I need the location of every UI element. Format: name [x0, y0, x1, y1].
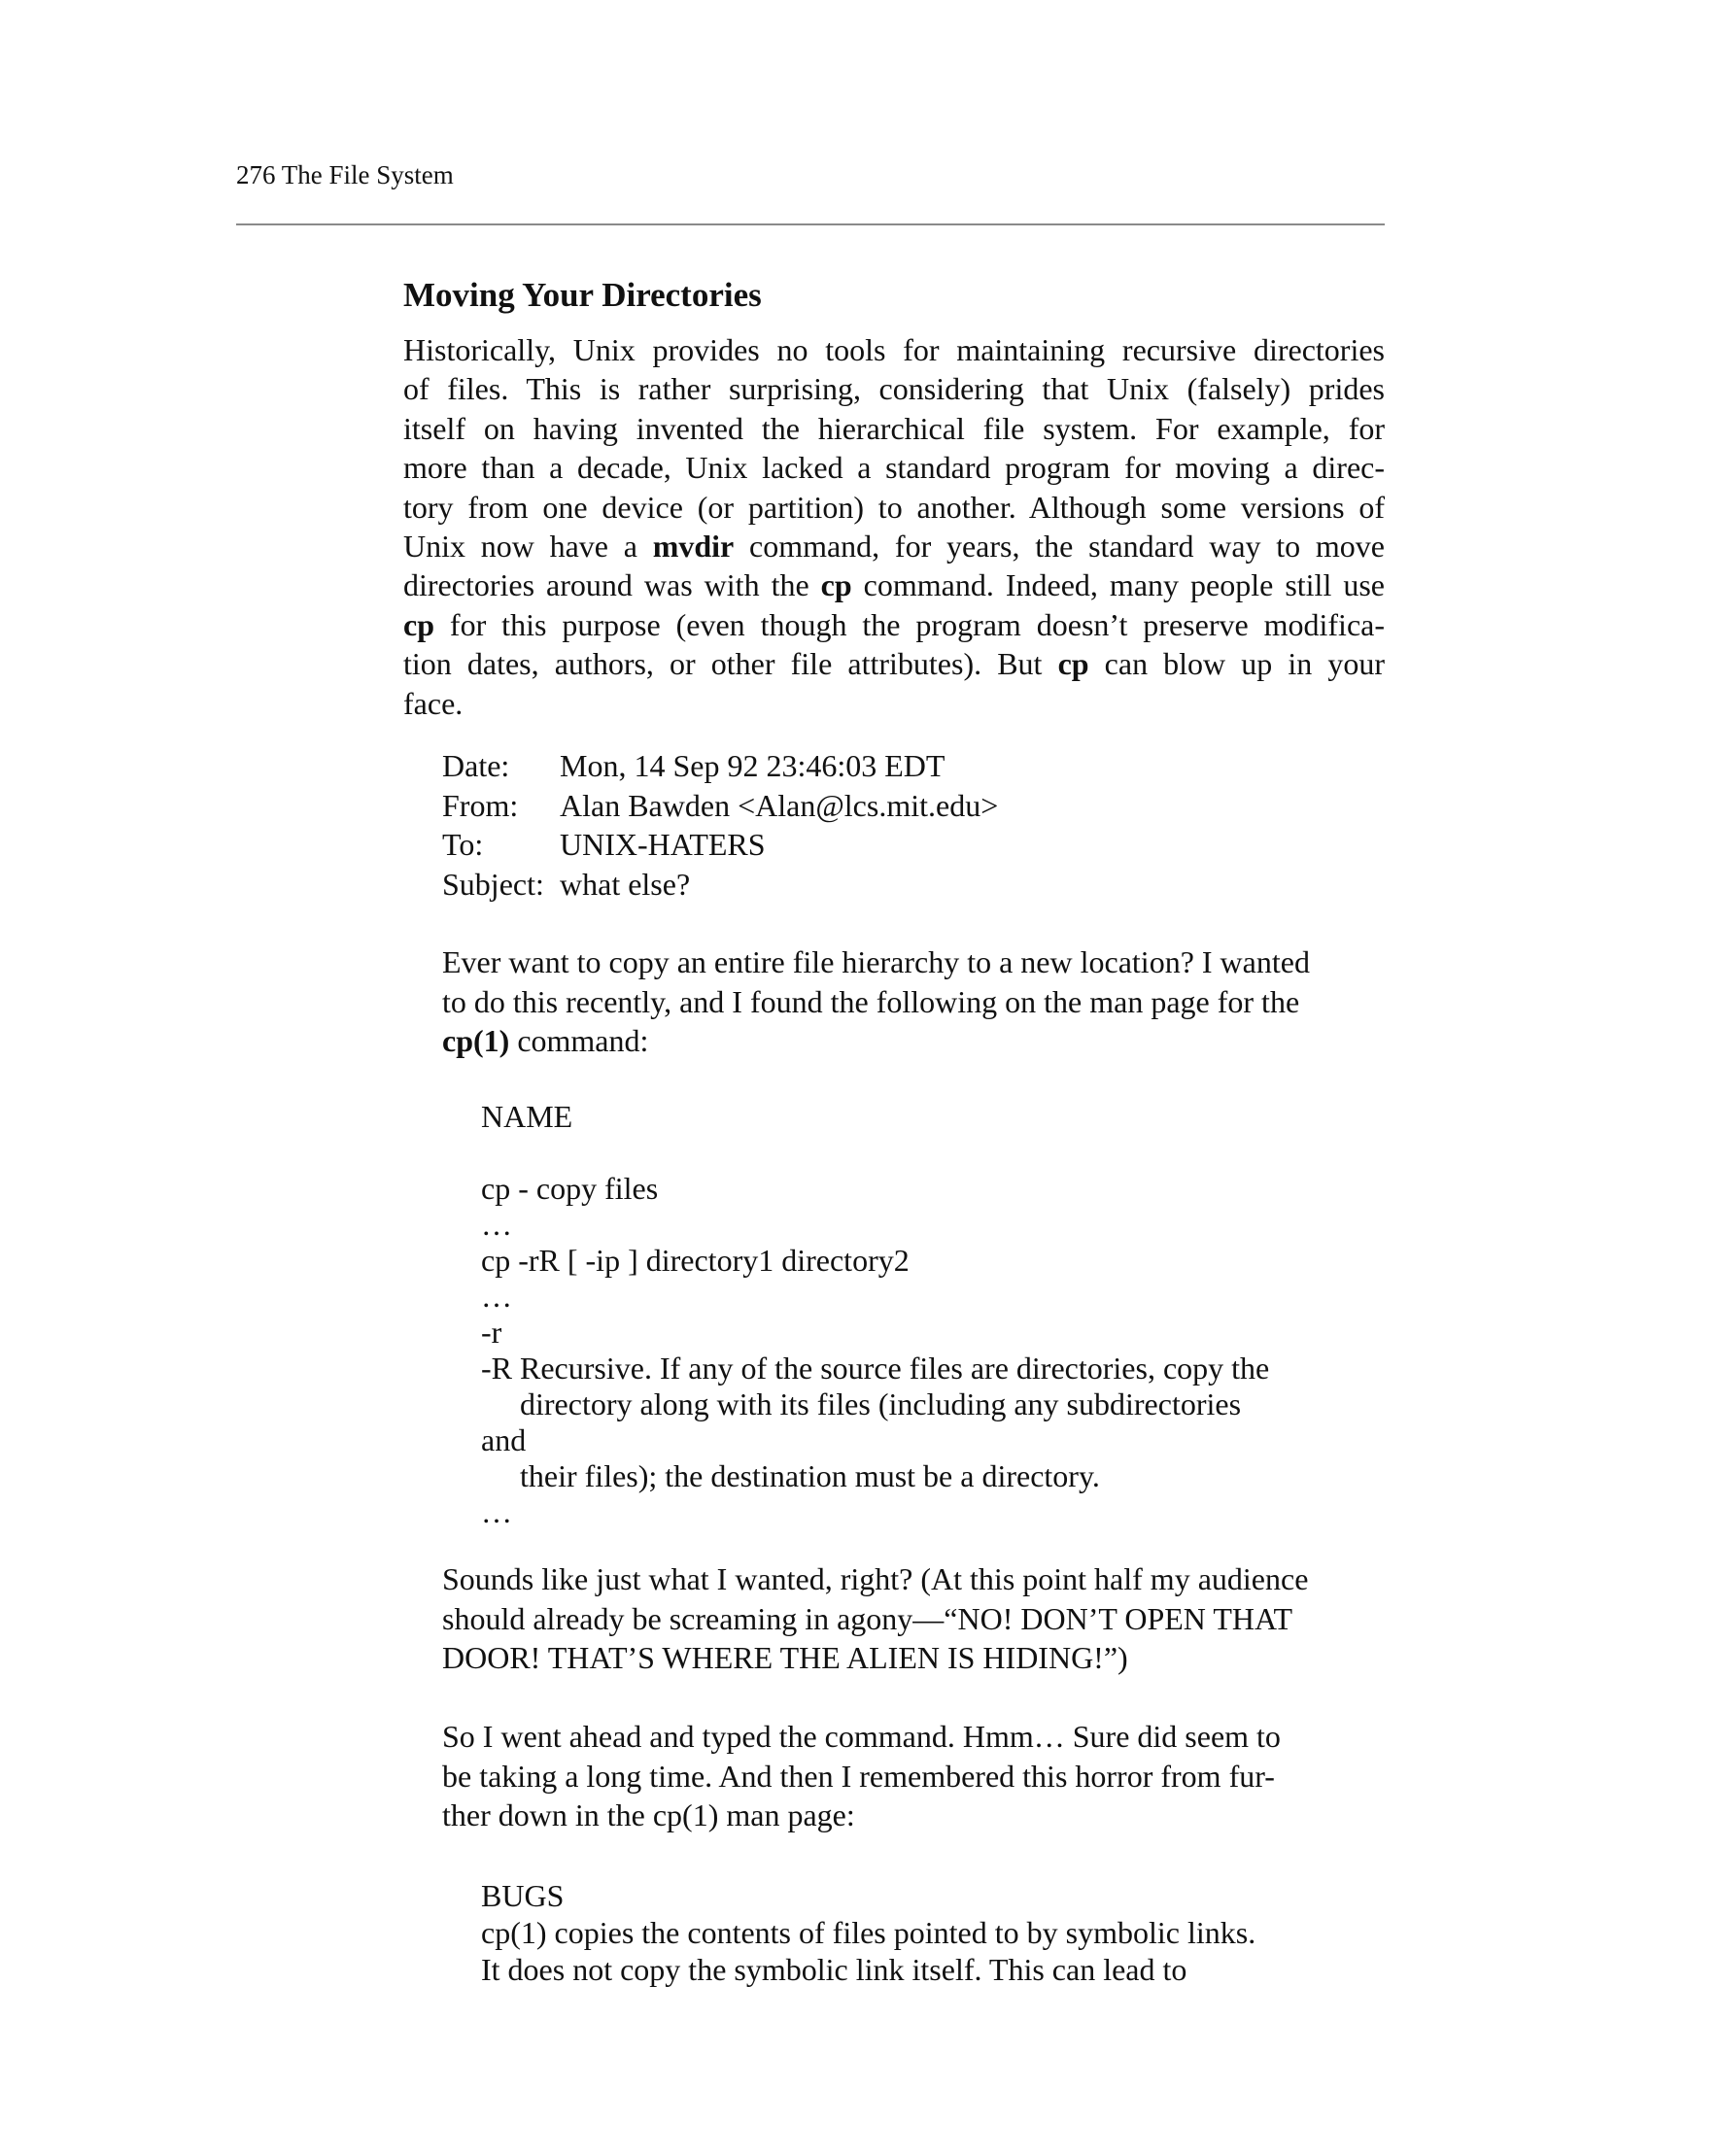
man-line: cp(1) copies the contents of files pointed to by symbolic links.	[481, 1915, 1256, 1950]
man-ellipsis: …	[481, 1279, 512, 1314]
man-page-excerpt-2	[481, 1877, 1255, 1988]
command-mvdir: mvdir	[652, 529, 735, 565]
man-section-name: NAME	[481, 1099, 573, 1134]
email-line: be taking a long time. And then I remembered this horror from fur-	[442, 1758, 1275, 1794]
man-page-excerpt-1	[481, 1099, 1269, 1530]
email-headers	[442, 746, 998, 904]
command-cp: cp	[403, 606, 434, 642]
text-run: Unix now have a	[403, 529, 653, 565]
header-rule	[236, 223, 1385, 225]
email-header-from	[442, 786, 998, 826]
email-line	[442, 1021, 1356, 1061]
man-line: and	[481, 1422, 527, 1457]
man-ellipsis: …	[481, 1207, 512, 1242]
command-cp: cp	[1057, 646, 1089, 682]
paragraph-line	[403, 527, 1385, 565]
man-line: -R Recursive. If any of the source files are directories, copy the	[481, 1351, 1270, 1386]
email-line: to do this recently, and I found the following on the man page for the	[442, 983, 1300, 1019]
paragraph-line	[403, 644, 1385, 683]
header-value: UNIX-HATERS	[560, 827, 766, 862]
header-key: To:	[442, 827, 484, 862]
email-header-subject	[442, 865, 998, 905]
man-line: their files); the destination must be a directory.	[520, 1458, 1100, 1493]
text-run: directories around was with the	[403, 567, 821, 603]
paragraph-line: Historically, Unix provides no tools for maintaining recursive directories	[403, 332, 1385, 367]
header-key: Date:	[442, 748, 510, 783]
header-value: what else?	[560, 866, 691, 902]
email-line: Sounds like just what I wanted, right? (At this point half my audience	[442, 1561, 1309, 1596]
paragraph-line: itself on having invented the hierarchical file system. For example, for	[403, 410, 1385, 446]
intro-paragraph	[403, 330, 1385, 723]
email-line: Ever want to copy an entire file hierarchy to a new location? I wanted	[442, 944, 1310, 979]
header-key: Subject:	[442, 866, 544, 902]
man-section-bugs: BUGS	[481, 1878, 565, 1913]
text-run: command. Indeed, many people still use	[851, 567, 1386, 603]
paragraph-line: of files. This is rather surprising, considering that Unix (falsely) prides	[403, 371, 1385, 407]
command-cp1: cp(1)	[442, 1023, 510, 1058]
email-paragraph-1	[442, 942, 1356, 1061]
text-run: command:	[509, 1023, 649, 1058]
man-line: It does not copy the symbolic link itself. This can lead to	[481, 1952, 1187, 1987]
email-paragraph-3	[442, 1717, 1356, 1835]
paragraph-line: more than a decade, Unix lacked a standard program for moving a direc-	[403, 450, 1385, 486]
text-run: can blow up in your	[1088, 646, 1386, 682]
man-line: -r	[481, 1315, 502, 1350]
paragraph-line: tory from one device (or partition) to another. Although some versions of	[403, 489, 1385, 525]
paragraph-line: face.	[403, 685, 464, 721]
header-value: Alan Bawden <Alan@lcs.mit.edu>	[560, 787, 999, 823]
email-paragraph-2	[442, 1559, 1356, 1678]
section-heading: Moving Your Directories	[403, 276, 762, 314]
running-head: 276 The File System	[236, 160, 454, 189]
man-line: cp - copy files	[481, 1171, 659, 1206]
text-run: command, for years, the standard way to move	[734, 529, 1386, 565]
header-key: From:	[442, 787, 519, 823]
paragraph-line	[403, 605, 1385, 644]
man-blank	[481, 1135, 1269, 1171]
email-header-date	[442, 746, 998, 786]
paragraph-line	[403, 565, 1385, 604]
email-line: DOOR! THAT’S WHERE THE ALIEN IS HIDING!”)	[442, 1640, 1128, 1675]
command-cp: cp	[820, 567, 852, 603]
text-run: for this purpose (even though the program doesn’t preserve modifica-	[434, 606, 1385, 642]
email-header-to	[442, 825, 998, 865]
email-line: So I went ahead and typed the command. Hmm… Sure did seem to	[442, 1719, 1281, 1754]
email-line: ther down in the cp(1) man page:	[442, 1797, 855, 1832]
header-value: Mon, 14 Sep 92 23:46:03 EDT	[560, 748, 945, 783]
man-line: cp -rR [ -ip ] directory1 directory2	[481, 1243, 910, 1278]
man-line: directory along with its files (including any subdirectories	[520, 1386, 1242, 1421]
man-ellipsis: …	[481, 1494, 512, 1529]
text-run: tion dates, authors, or other file attributes). But	[403, 646, 1058, 682]
email-line: should already be screaming in agony—“NO! DON’T OPEN THAT	[442, 1600, 1293, 1636]
